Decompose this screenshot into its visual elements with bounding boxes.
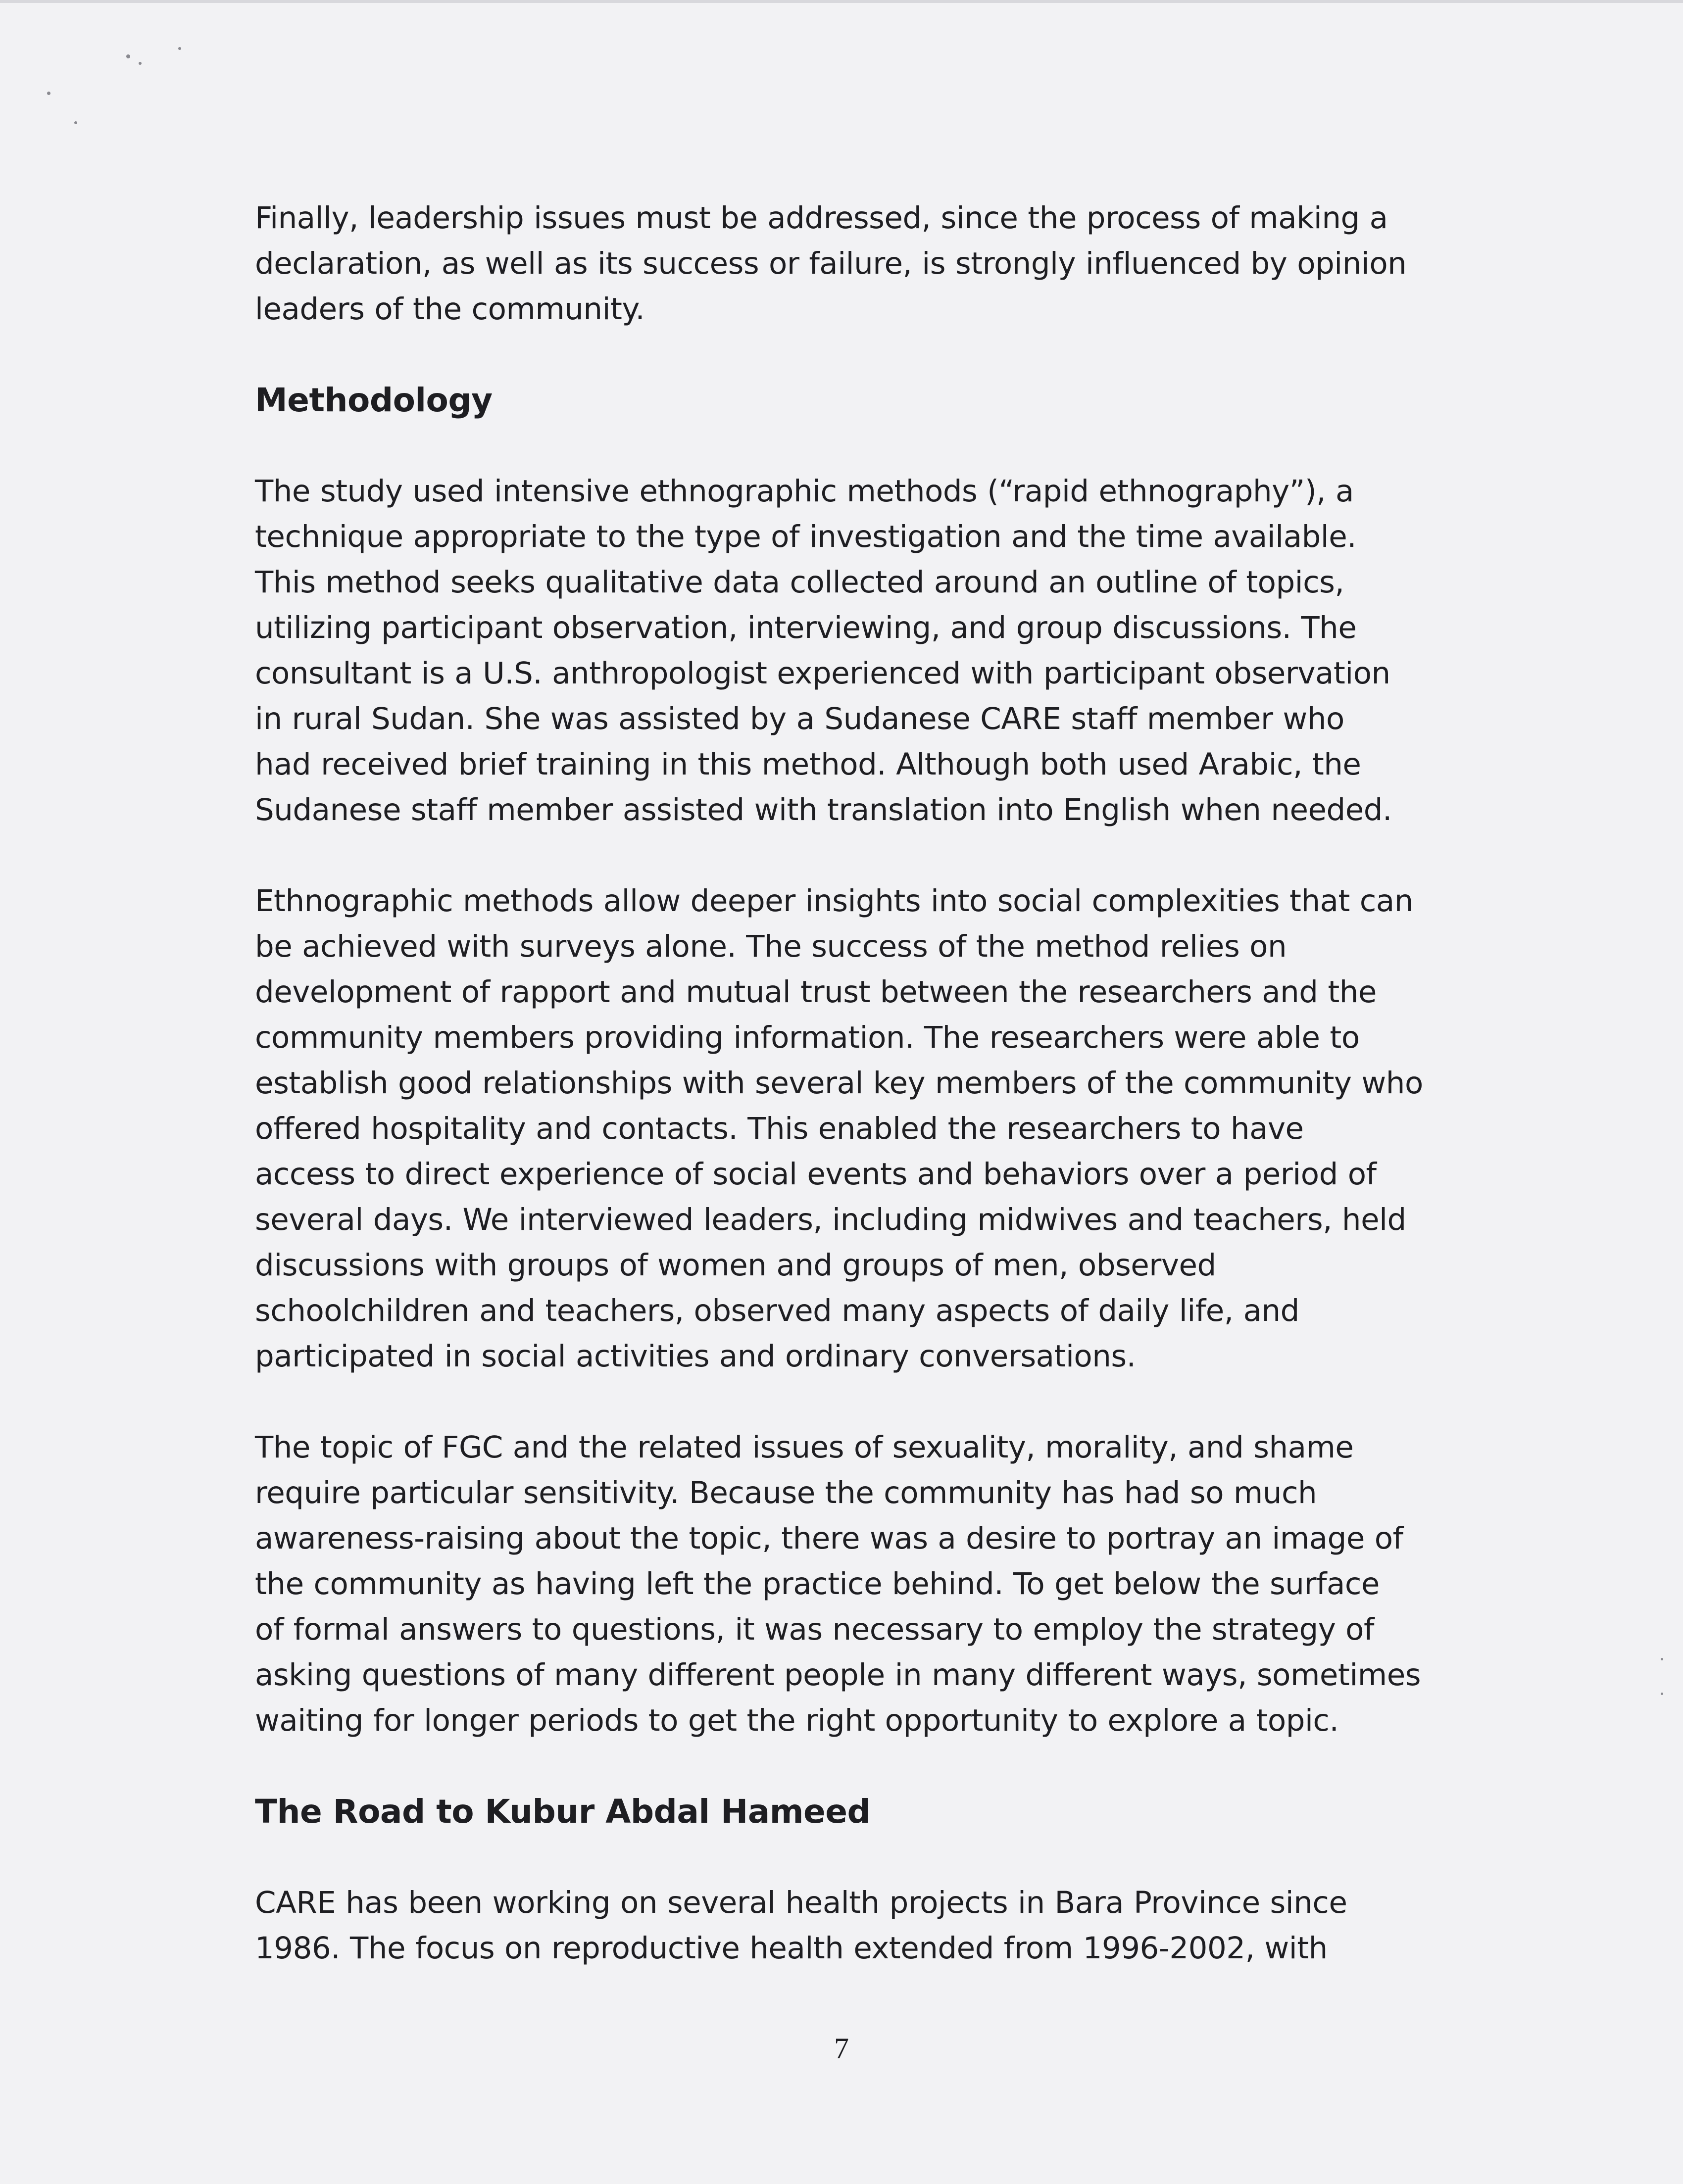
text-line: schoolchildren and teachers, observed many aspects of daily life, and (255, 1293, 1299, 1328)
text-line: participated in social activities and ordinary conversations. (255, 1339, 1136, 1374)
text-line: The topic of FGC and the related issues of sexuality, morality, and shame (255, 1430, 1354, 1465)
text-line: awareness-raising about the topic, there was a desire to portray an image of (255, 1521, 1403, 1556)
text-line: Sudanese staff member assisted with translation into English when needed. (255, 792, 1392, 827)
text-line: the community as having left the practice behind. To get below the surface (255, 1566, 1380, 1602)
scan-speck (178, 47, 181, 50)
scan-speck (126, 54, 130, 58)
text-line: 1986. The focus on reproductive health extended from 1996-2002, with (255, 1931, 1328, 1966)
text-line: This method seeks qualitative data collected around an outline of topics, (255, 565, 1344, 600)
document-body (255, 195, 1463, 1971)
text-line: development of rapport and mutual trust between the researchers and the (255, 974, 1377, 1010)
text-line: asking questions of many different people in many different ways, sometimes (255, 1657, 1421, 1693)
text-line: Ethnographic methods allow deeper insights into social complexities that can (255, 883, 1413, 919)
text-line: The study used intensive ethnographic methods (“rapid ethnography”), a (255, 474, 1354, 509)
text-line: Finally, leadership issues must be addressed, since the process of making a (255, 200, 1388, 236)
text-line: establish good relationships with several key members of the community who (255, 1066, 1423, 1101)
text-line: had received brief training in this method. Although both used Arabic, the (255, 747, 1361, 782)
paragraph-ethnographic-insights (255, 878, 1463, 1379)
scan-speck (139, 62, 142, 65)
scan-speck (47, 92, 50, 95)
text-line: waiting for longer periods to get the right opportunity to explore a topic. (255, 1703, 1339, 1738)
text-line: discussions with groups of women and groups of men, observed (255, 1248, 1216, 1283)
heading-methodology: Methodology (255, 381, 493, 419)
text-line: consultant is a U.S. anthropologist experienced with participant observation (255, 656, 1390, 691)
text-line: several days. We interviewed leaders, including midwives and teachers, held (255, 1202, 1406, 1237)
text-line: of formal answers to questions, it was necessary to employ the strategy of (255, 1612, 1374, 1647)
text-line: be achieved with surveys alone. The success of the method relies on (255, 929, 1287, 964)
text-line: declaration, as well as its success or failure, is strongly influenced by opinion (255, 246, 1407, 281)
page-number: 7 (834, 2032, 849, 2065)
text-line: utilizing participant observation, interviewing, and group discussions. The (255, 610, 1357, 645)
text-line: in rural Sudan. She was assisted by a Sudanese CARE staff member who (255, 701, 1344, 736)
paragraph-care-health-projects (255, 1880, 1463, 1971)
paragraph-leadership (255, 195, 1463, 332)
text-line: technique appropriate to the type of investigation and the time available. (255, 519, 1357, 554)
text-line: leaders of the community. (255, 291, 645, 327)
paragraph-fgc-sensitivity (255, 1425, 1463, 1744)
text-line: community members providing information. The researchers were able to (255, 1020, 1360, 1055)
text-line: access to direct experience of social events and behaviors over a period of (255, 1157, 1377, 1192)
text-line: CARE has been working on several health projects in Bara Province since (255, 1885, 1347, 1920)
text-line: offered hospitality and contacts. This enabled the researchers to have (255, 1111, 1304, 1146)
scan-speck (1661, 1658, 1663, 1660)
scan-speck (74, 121, 77, 124)
page-top-edge (0, 0, 1683, 3)
heading-road-to-kubur-abdal-hameed: The Road to Kubur Abdal Hameed (255, 1793, 871, 1831)
text-line: require particular sensitivity. Because the community has had so much (255, 1475, 1317, 1510)
scan-speck (1661, 1693, 1663, 1695)
paragraph-study-methods (255, 469, 1463, 833)
